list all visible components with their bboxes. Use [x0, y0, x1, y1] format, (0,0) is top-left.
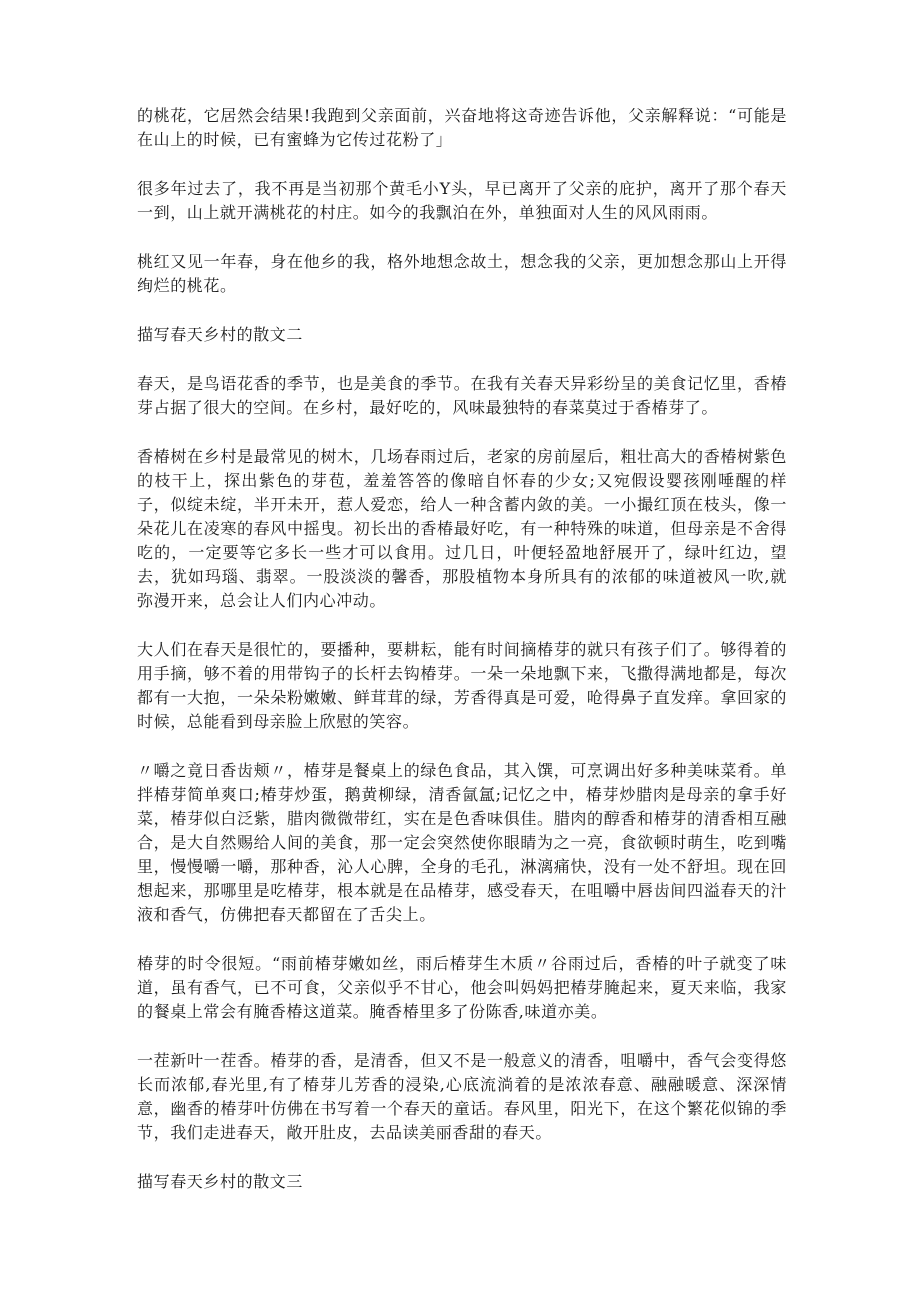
paragraph-short-season: 椿芽的时令很短。“雨前椿芽嫩如丝，雨后椿芽生木质〃谷雨过后，香椿的叶子就变了味道，虽有香气，已不可食，父亲似乎不甘心，他会叫妈妈把椿芽腌起来，夏天来临，我家的餐桌上常会有腌香椿这道菜。腌香椿里多了份陈香,味道亦美。: [137, 954, 787, 1021]
paragraph-years-passed: 很多年过去了，我不再是当初那个黄毛小Y头，早已离开了父亲的庇护，离开了那个春天一到，山上就开满桃花的村庄。如今的我飘泊在外，单独面对人生的风风雨雨。: [137, 179, 787, 222]
document-page: [137, 104, 787, 1219]
paragraph-peach-red-again: 桃红又见一年春，身在他乡的我，格外地想念故土，想念我的父亲，更加想念那山上开得绚烂的桃花。: [137, 252, 787, 295]
section-heading-two: 描写春天乡村的散文二: [137, 325, 304, 344]
paragraph-peach-fruit: 的桃花，它居然会结果!我跑到父亲面前，兴奋地将这奇迹告诉他，父亲解释说：“可能是在山上的时候，已有蜜蜂为它传过花粉了」: [137, 106, 787, 149]
paragraph-toon-dishes: 〃嚼之竟日香齿颊〃，椿芽是餐桌上的绿色食品，其入馔，可烹调出好多种美味菜肴。单拌椿芽简单爽口;椿芽炒蛋，鹅黄柳绿，清香氤氲;记忆之中，椿芽炒腊肉是母亲的拿手好菜，椿芽似白泛紫，腊肉微微带红，实在是色香味俱佳。腊肉的醇香和椿芽的清香相互融合，是大自然赐给人间的美食，那一定会突然使你眼睛为之一亮，食欲顿时萌生，吃到嘴里，慢慢嚼一嚼，那种香，沁人心脾，全身的毛孔，淋漓痛快，没有一处不舒坦。现在回想起来，那哪里是吃椿芽，根本就是在品椿芽，感受春天，在咀嚼中唇齿间四溢春天的汁液和香气，仿佛把春天都留在了舌尖上。: [137, 761, 787, 924]
section-heading-three: 描写春天乡村的散文三: [137, 1172, 304, 1191]
paragraph-spring-food: 春天，是鸟语花香的季节，也是美食的季节。在我有关春天异彩纷呈的美食记忆里，香椿芽占据了很大的空间。在乡村，最好吃的，风味最独特的春菜莫过于香椿芽了。: [137, 374, 787, 417]
paragraph-new-leaf-fragrance: 一茬新叶一茬香。椿芽的香，是清香，但又不是一般意义的清香，咀嚼中，香气会变得悠长而浓郁,春光里,有了椿芽儿芳香的浸染,心底流淌着的是浓浓春意、融融暖意、深深情意，幽香的椿芽叶仿佛在书写着一个春天的童话。春风里，阳光下，在这个繁花似锦的季节，我们走进春天，敞开肚皮，去品读美丽香甜的春天。: [137, 1051, 787, 1142]
paragraph-toon-tree: 香椿树在乡村是最常见的树木，几场春雨过后，老家的房前屋后，粗壮高大的香椿树紫色的枝干上，探出紫色的芽苞，羞羞答答的像暗自怀春的少女;又宛假设婴孩刚唾醒的样子，似绽未绽，半开未开，惹人爱恋，给人一种含蓄内敛的美。一小撮红顶在枝头，像一朵花儿在凌寒的春风中摇曳。初长出的香椿最好吃，有一种特殊的味道，但母亲是不舍得吃的，一定要等它多长一些才可以食用。过几日，叶便轻盈地舒展开了，绿叶红边，望去，犹如玛瑙、翡翠。一股淡淡的馨香，那股植物本身所具有的浓郁的味道被风一吹,就弥漫开来，总会让人们内心冲动。: [137, 447, 787, 610]
paragraph-picking-sprouts: 大人们在春天是很忙的，要播种，要耕耘，能有时间摘椿芽的就只有孩子们了。够得着的用手摘，够不着的用带钩子的长杆去钩椿芽。一朵一朵地飘下来，飞撒得满地都是，每次都有一大抱，一朵朵粉嫩嫩、鲜茸茸的绿，芳香得真是可爱，呛得鼻子直发痒。拿回家的时候，总能看到母亲脸上欣慰的笑容。: [137, 640, 787, 731]
